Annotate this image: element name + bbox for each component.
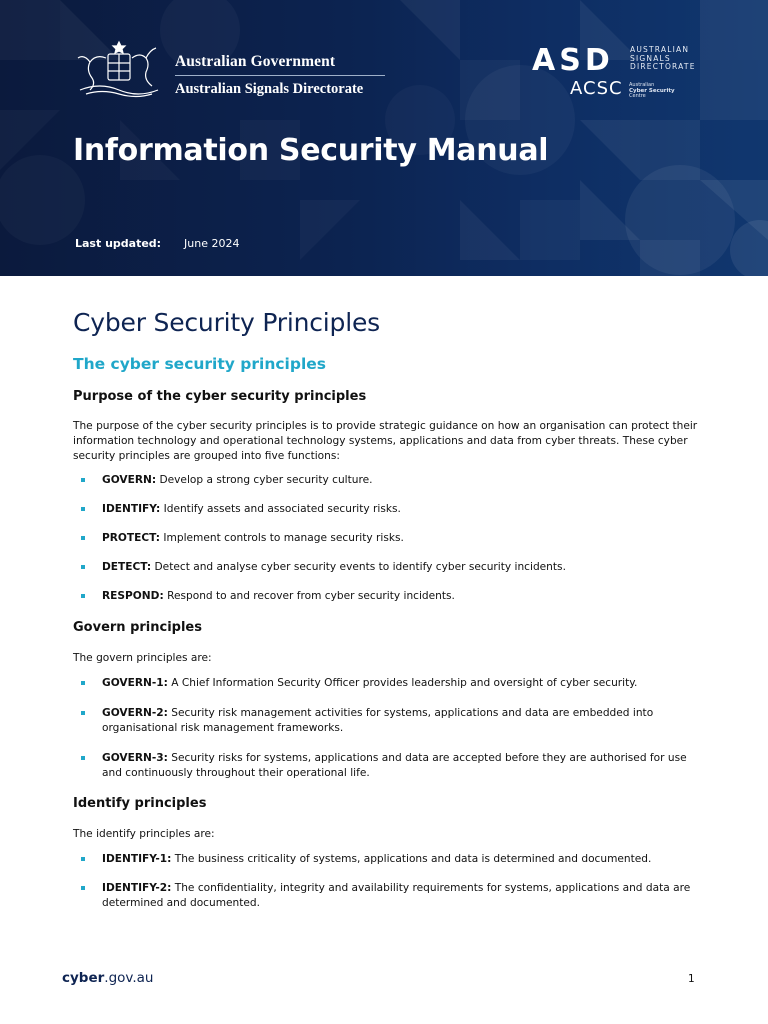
list-item (73, 531, 698, 546)
asd-sub-line: SIGNALS (630, 53, 671, 63)
item-term: PROTECT: (102, 532, 161, 544)
item-text: Detect and analyse cyber security events to identify cyber security incidents. (151, 561, 566, 573)
last-updated-label: Last updated: (75, 237, 162, 250)
item-term: GOVERN-2: (102, 707, 168, 719)
bullet-icon (81, 756, 85, 760)
list-item (73, 706, 698, 736)
acsc-sub-line: Australian (629, 82, 655, 88)
list-item (73, 502, 698, 517)
bullet-icon (81, 711, 85, 715)
bullet-icon (81, 565, 85, 569)
bullet-icon (81, 681, 85, 685)
bullet-icon (81, 594, 85, 598)
list-item (73, 560, 698, 575)
item-term: GOVERN-1: (102, 677, 168, 689)
asd-sub-line: AUSTRALIAN (630, 45, 690, 54)
item-text: A Chief Information Security Officer provides leadership and oversight of cyber security. (167, 677, 638, 689)
document-title: Information Security Manual (73, 133, 549, 168)
page-heading: Cyber Security Principles (73, 308, 380, 337)
list-item (73, 589, 698, 604)
item-text: Security risks for systems, applications and data are accepted before they are authorised for use and continuously throughout their operational life. (102, 752, 687, 779)
header-banner (0, 0, 768, 276)
bullet-icon (81, 857, 85, 861)
item-term: IDENTIFY: (102, 503, 161, 515)
agency-name: Australian Signals Directorate (175, 81, 364, 97)
section-heading: The cyber security principles (73, 355, 327, 373)
item-text: The business criticality of systems, applications and data is determined and documented. (171, 853, 652, 865)
purpose-heading: Purpose of the cyber security principles (73, 389, 367, 404)
item-text: Develop a strong cyber security culture. (156, 474, 373, 486)
coat-of-arms-icon (72, 38, 166, 100)
item-text: Implement controls to manage security risks. (160, 532, 404, 544)
acsc-sub-line: Centre (629, 93, 646, 99)
last-updated-value: June 2024 (184, 237, 240, 250)
purpose-paragraph: The purpose of the cyber security principles is to provide strategic guidance on how an organisation can protect their information technology and operational technology systems, applications and data from cyber threats. These cyber security principles are grouped into five functions: (73, 420, 698, 462)
bullet-icon (81, 507, 85, 511)
list-item (73, 751, 698, 781)
item-text: Respond to and recover from cyber security incidents. (163, 590, 455, 602)
functions-list (73, 473, 698, 604)
item-term: RESPOND: (102, 590, 164, 602)
item-term: IDENTIFY-2: (102, 882, 172, 894)
govern-heading: Govern principles (73, 620, 202, 635)
item-text: The confidentiality, integrity and availability requirements for systems, applications and data are determined and documented. (102, 882, 691, 909)
acsc-logo-subtitle (629, 83, 675, 100)
asd-logo-subtitle (630, 46, 696, 72)
govern-list (73, 676, 698, 781)
asd-logo: ASD (532, 43, 614, 78)
acsc-sub-line: Cyber Security (629, 87, 675, 94)
item-text: Security risk management activities for systems, applications and data are embedded into organisational risk management frameworks. (102, 707, 654, 734)
bullet-icon (81, 536, 85, 540)
list-item (73, 676, 698, 691)
govern-intro: The govern principles are: (73, 652, 212, 664)
item-term: DETECT: (102, 561, 152, 573)
footer-website-link[interactable] (62, 970, 153, 986)
item-term: IDENTIFY-1: (102, 853, 172, 865)
list-item (73, 881, 698, 911)
identify-list (73, 852, 698, 911)
bullet-icon (81, 478, 85, 482)
document-body (73, 308, 698, 911)
footer-brand-rest: .gov.au (104, 970, 154, 986)
bullet-icon (81, 886, 85, 890)
identify-intro: The identify principles are: (73, 828, 215, 840)
list-item (73, 473, 698, 488)
page-number: 1 (688, 973, 695, 985)
item-text: Identify assets and associated security risks. (160, 503, 401, 515)
item-term: GOVERN-3: (102, 752, 168, 764)
identify-heading: Identify principles (73, 796, 207, 811)
list-item (73, 852, 698, 867)
footer-brand-strong: cyber (62, 970, 105, 986)
asd-sub-line: DIRECTORATE (630, 62, 696, 71)
government-name: Australian Government (175, 53, 336, 70)
divider (175, 75, 385, 76)
acsc-logo: ACSC (570, 78, 623, 99)
item-term: GOVERN: (102, 474, 157, 486)
